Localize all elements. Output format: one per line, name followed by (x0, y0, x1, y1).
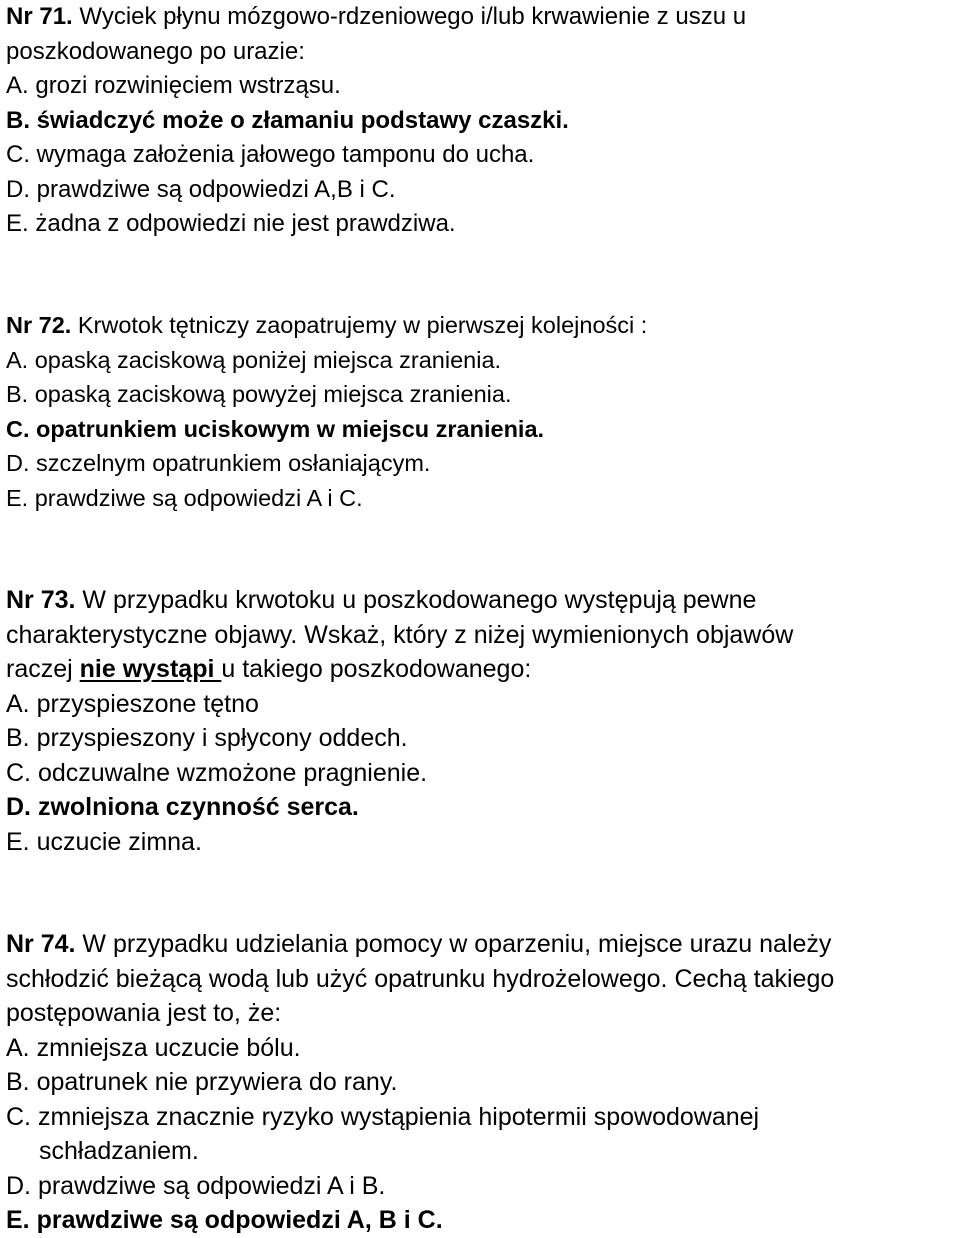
question-72-option-a: A. opaską zaciskową poniżej miejsca zranienia. (6, 346, 502, 373)
question-72-stem-line (6, 308, 956, 343)
question-74 (6, 927, 956, 1238)
question-73-number: Nr 73. (6, 586, 76, 614)
question-73 (6, 583, 956, 859)
question-71-option-c: C. wymaga założenia jałowego tamponu do ucha. (6, 141, 535, 168)
question-73-option-a: A. przyspieszone tętno (6, 689, 259, 718)
question-71-stem-text: Wyciek płynu mózgowo-rdzeniowego i/lub krwawienie z uszu u (72, 3, 747, 30)
question-73-stem-text: W przypadku krwotoku u poszkodowanego występują pewne (75, 586, 757, 614)
question-71-option-a: A. grozi rozwinięciem wstrząsu. (6, 72, 341, 99)
question-72-number: Nr 72. (6, 312, 72, 338)
question-72-option-e: E. prawdziwe są odpowiedzi A i C. (6, 484, 363, 511)
question-74-number: Nr 74. (6, 930, 76, 958)
question-73-stem-line-1 (6, 583, 956, 618)
question-73-option-d: D. zwolniona czynność serca. (6, 793, 359, 821)
question-71-option-e: E. żadna z odpowiedzi nie jest prawdziwa. (6, 210, 456, 237)
question-74-option-e: E. prawdziwe są odpowiedzi A, B i C. (6, 1206, 443, 1234)
question-73-option-c: C. odczuwalne wzmożone pragnienie. (6, 758, 428, 787)
question-73-stem-emphasis: nie wystąpi (79, 655, 222, 683)
question-74-option-d: D. prawdziwe są odpowiedzi A i B. (6, 1171, 386, 1200)
question-72-option-b: B. opaską zaciskową powyżej miejsca zranienia. (6, 381, 512, 407)
question-73-option-b: B. przyspieszony i spłycony oddech. (6, 724, 408, 752)
question-72-stem-text: Krwotok tętniczy zaopatrujemy w pierwszej kolejności : (71, 312, 648, 338)
question-74-stem-line-3: postępowania jest to, że: (6, 999, 282, 1027)
question-73-stem-line-3-post: u takiego poszkodowanego: (221, 655, 532, 683)
question-73-stem-line-2: charakterystyczne objawy. Wskaż, który z niżej wymienionych objawów (6, 620, 794, 649)
question-74-option-c-line-1: C. zmniejsza znacznie ryzyko wystąpienia hipotermii spowodowanej (6, 1102, 760, 1131)
question-74-option-c-line-2: schładzaniem. (39, 1137, 199, 1165)
question-74-option-a: A. zmniejsza uczucie bólu. (6, 1033, 301, 1062)
question-73-option-e: E. uczucie zimna. (6, 827, 202, 856)
question-72-option-d: D. szczelnym opatrunkiem osłaniającym. (6, 450, 431, 476)
question-71 (6, 0, 956, 242)
question-73-stem-line-3 (6, 652, 956, 687)
question-71-stem-line-2: poszkodowanego po urazie: (6, 37, 305, 65)
question-71-option-d: D. prawdziwe są odpowiedzi A,B i C. (6, 175, 396, 203)
question-72 (6, 308, 956, 515)
question-71-number: Nr 71. (6, 3, 73, 30)
question-74-option-b: B. opatrunek nie przywiera do rany. (6, 1068, 398, 1096)
question-72-option-c: C. opatrunkiem uciskowym w miejscu zranienia. (6, 415, 545, 442)
question-71-stem-line-1 (6, 0, 956, 35)
question-74-stem-text: W przypadku udzielania pomocy w oparzeniu, miejsce urazu należy (75, 930, 832, 958)
question-74-stem-line-2: schłodzić bieżącą wodą lub użyć opatrunku hydrożelowego. Cechą takiego (6, 964, 835, 993)
question-73-stem-line-3-pre: raczej (6, 655, 80, 683)
question-74-stem-line-1 (6, 927, 956, 962)
question-71-option-b: B. świadczyć może o złamaniu podstawy czaszki. (6, 106, 569, 134)
